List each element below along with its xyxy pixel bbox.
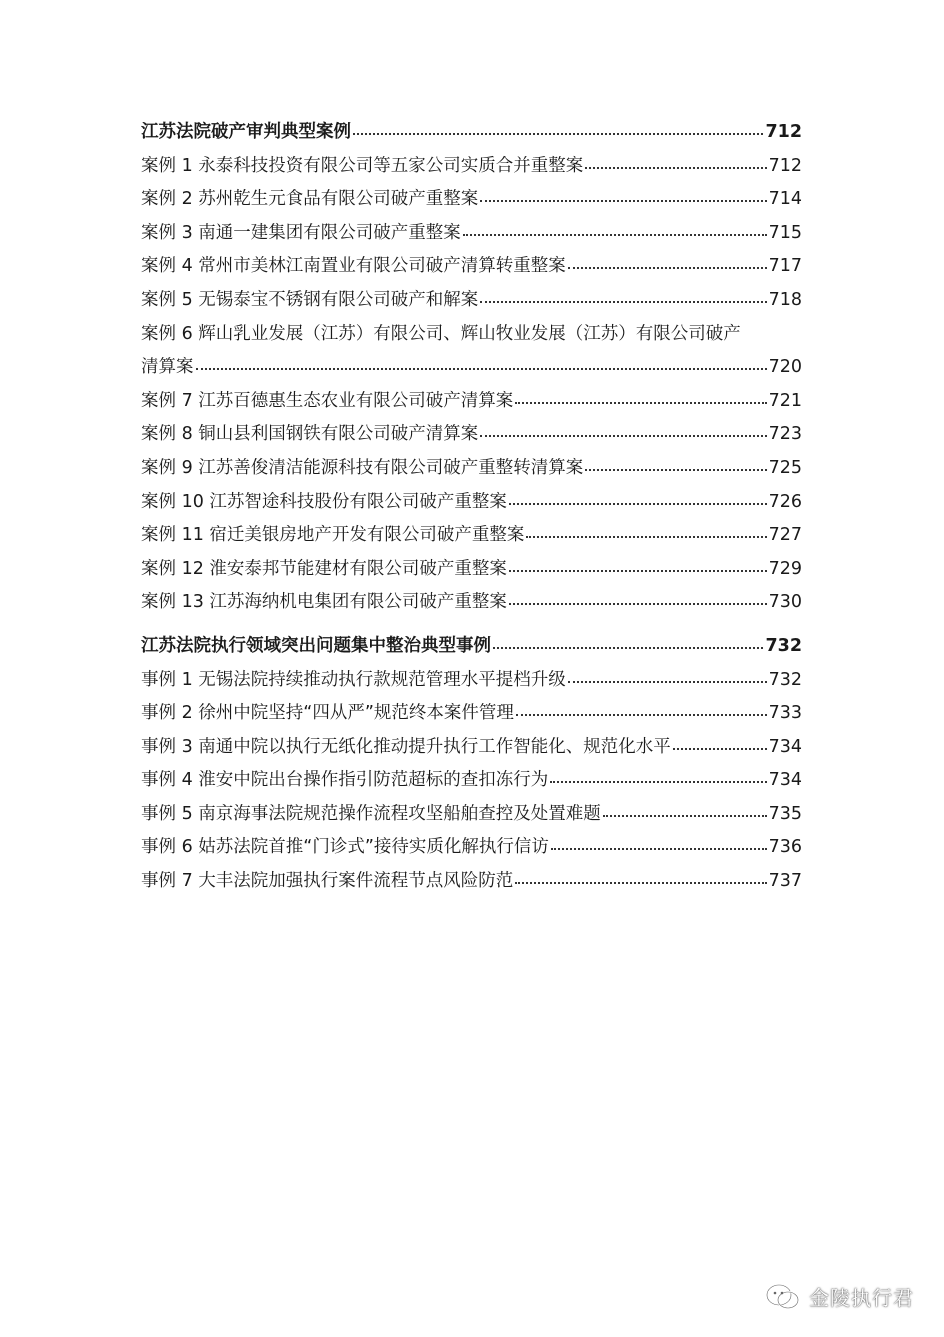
toc-entry[interactable] bbox=[141, 150, 802, 184]
toc-heading-page: 732 bbox=[765, 635, 802, 656]
toc-entry-page: 729 bbox=[768, 558, 802, 579]
toc-entry-page: 718 bbox=[768, 289, 802, 310]
toc-entry-page: 720 bbox=[768, 357, 802, 378]
toc-heading-title: 江苏法院执行领域突出问题集中整治典型事例 bbox=[141, 635, 491, 656]
toc-entry-page: 715 bbox=[768, 222, 802, 243]
toc-entry[interactable] bbox=[141, 217, 802, 251]
toc-entry-page: 717 bbox=[768, 256, 802, 277]
toc-entry-title: 事例 1 无锡法院持续推动执行款规范管理水平提档升级 bbox=[141, 669, 566, 690]
toc-entry[interactable] bbox=[141, 452, 802, 486]
watermark bbox=[765, 1282, 914, 1311]
dot-leader bbox=[509, 602, 767, 605]
toc-entry-page: 721 bbox=[768, 390, 802, 411]
dot-leader bbox=[585, 166, 766, 169]
toc-entry-page: 734 bbox=[768, 736, 802, 757]
dot-leader bbox=[353, 132, 763, 135]
toc-entry-title: 案例 4 常州市美林江南置业有限公司破产清算转重整案 bbox=[141, 256, 566, 277]
toc-entry-title: 事例 6 姑苏法院首推“门诊式”接待实质化解执行信访 bbox=[141, 837, 549, 858]
toc-entry-title: 案例 13 江苏海纳机电集团有限公司破产重整案 bbox=[141, 592, 507, 613]
toc-entry[interactable] bbox=[141, 664, 802, 698]
toc-heading-page: 712 bbox=[765, 122, 802, 142]
toc-entry-page: 733 bbox=[768, 703, 802, 724]
dot-leader bbox=[463, 233, 767, 236]
dot-leader bbox=[493, 646, 763, 649]
toc-entry[interactable] bbox=[141, 586, 802, 620]
toc-entry-page: 723 bbox=[768, 424, 802, 445]
toc-entry-title: 案例 9 江苏善俊清洁能源科技有限公司破产重整转清算案 bbox=[141, 457, 584, 478]
dot-leader bbox=[515, 881, 766, 884]
toc-entry-title: 事例 5 南京海事法院规范操作流程攻坚船舶查控及处置难题 bbox=[141, 803, 601, 824]
wechat-icon bbox=[765, 1283, 801, 1311]
toc-entry-page: 726 bbox=[768, 491, 802, 512]
toc-entry-title: 案例 1 永泰科技投资有限公司等五家公司实质合并重整案 bbox=[141, 155, 584, 176]
toc-entry-title: 清算案 bbox=[141, 357, 194, 378]
toc-entry[interactable] bbox=[141, 831, 802, 865]
toc-entry-page: 736 bbox=[768, 837, 802, 858]
toc-entry[interactable] bbox=[141, 284, 802, 318]
toc-entry-title: 事例 7 大丰法院加强执行案件流程节点风险防范 bbox=[141, 871, 514, 892]
dot-leader bbox=[585, 468, 766, 471]
toc-section-enforcement-cases bbox=[141, 630, 802, 899]
toc-entry-title: 事例 3 南通中院以执行无纸化推动提升执行工作智能化、规范化水平 bbox=[141, 736, 671, 757]
toc-entry[interactable] bbox=[141, 764, 802, 798]
toc-entry[interactable] bbox=[141, 183, 802, 217]
toc-heading-title: 江苏法院破产审判典型案例 bbox=[141, 122, 351, 142]
dot-leader bbox=[509, 502, 767, 505]
toc-entry[interactable] bbox=[141, 553, 802, 587]
toc-entry[interactable] bbox=[141, 865, 802, 899]
toc-entry-page: 734 bbox=[768, 770, 802, 791]
dot-leader bbox=[526, 535, 766, 538]
toc-entry[interactable] bbox=[141, 798, 802, 832]
dot-leader bbox=[673, 747, 767, 750]
toc-entry[interactable] bbox=[141, 486, 802, 520]
toc-entry-page: 727 bbox=[768, 525, 802, 546]
toc-entry-title: 案例 3 南通一建集团有限公司破产重整案 bbox=[141, 222, 461, 243]
toc-entry[interactable] bbox=[141, 385, 802, 419]
toc-entry[interactable] bbox=[141, 519, 802, 553]
toc-entry-title: 事例 4 淮安中院出台操作指引防范超标的查扣冻行为 bbox=[141, 770, 549, 791]
toc-entry-line2[interactable] bbox=[141, 351, 802, 385]
dot-leader bbox=[480, 434, 766, 437]
dot-leader bbox=[568, 266, 767, 269]
toc-entry-page: 732 bbox=[768, 669, 802, 690]
toc-entry-page: 725 bbox=[768, 457, 802, 478]
table-of-contents bbox=[141, 116, 802, 909]
toc-entry-title: 案例 5 无锡泰宝不锈钢有限公司破产和解案 bbox=[141, 289, 479, 310]
toc-entry-page: 735 bbox=[768, 803, 802, 824]
toc-entry[interactable] bbox=[141, 250, 802, 284]
toc-entry-title: 案例 8 铜山县利国钢铁有限公司破产清算案 bbox=[141, 424, 479, 445]
toc-entry-page: 730 bbox=[768, 592, 802, 613]
toc-entry-title-line1: 案例 6 辉山乳业发展（江苏）有限公司、辉山牧业发展（江苏）有限公司破产 bbox=[141, 323, 741, 344]
toc-entry-line1[interactable] bbox=[141, 318, 802, 352]
toc-entry-title: 事例 2 徐州中院坚持“四从严”规范终本案件管理 bbox=[141, 703, 514, 724]
toc-entry-page: 737 bbox=[768, 871, 802, 892]
dot-leader bbox=[551, 847, 767, 850]
dot-leader bbox=[480, 300, 766, 303]
dot-leader bbox=[480, 199, 766, 202]
toc-entry-page: 712 bbox=[768, 155, 802, 176]
dot-leader bbox=[550, 780, 766, 783]
toc-entry[interactable] bbox=[141, 731, 802, 765]
toc-entry-title: 案例 2 苏州乾生元食品有限公司破产重整案 bbox=[141, 189, 479, 210]
toc-section-bankruptcy-cases bbox=[141, 116, 802, 620]
dot-leader bbox=[515, 401, 766, 404]
toc-entry-page: 714 bbox=[768, 189, 802, 210]
dot-leader bbox=[516, 713, 767, 716]
toc-section-heading[interactable] bbox=[141, 630, 802, 664]
toc-section-heading[interactable] bbox=[141, 116, 802, 150]
toc-entry-title: 案例 11 宿迁美银房地产开发有限公司破产重整案 bbox=[141, 525, 525, 546]
watermark-text: 金陵执行君 bbox=[809, 1286, 914, 1310]
toc-entry[interactable] bbox=[141, 418, 802, 452]
toc-entry-title: 案例 10 江苏智途科技股份有限公司破产重整案 bbox=[141, 491, 507, 512]
dot-leader bbox=[603, 814, 767, 817]
toc-entry-title: 案例 7 江苏百德惠生态农业有限公司破产清算案 bbox=[141, 390, 514, 411]
toc-entry-title: 案例 12 淮安泰邦节能建材有限公司破产重整案 bbox=[141, 558, 507, 579]
toc-entry[interactable] bbox=[141, 697, 802, 731]
dot-leader bbox=[568, 680, 767, 683]
dot-leader bbox=[196, 367, 767, 370]
dot-leader bbox=[509, 569, 767, 572]
